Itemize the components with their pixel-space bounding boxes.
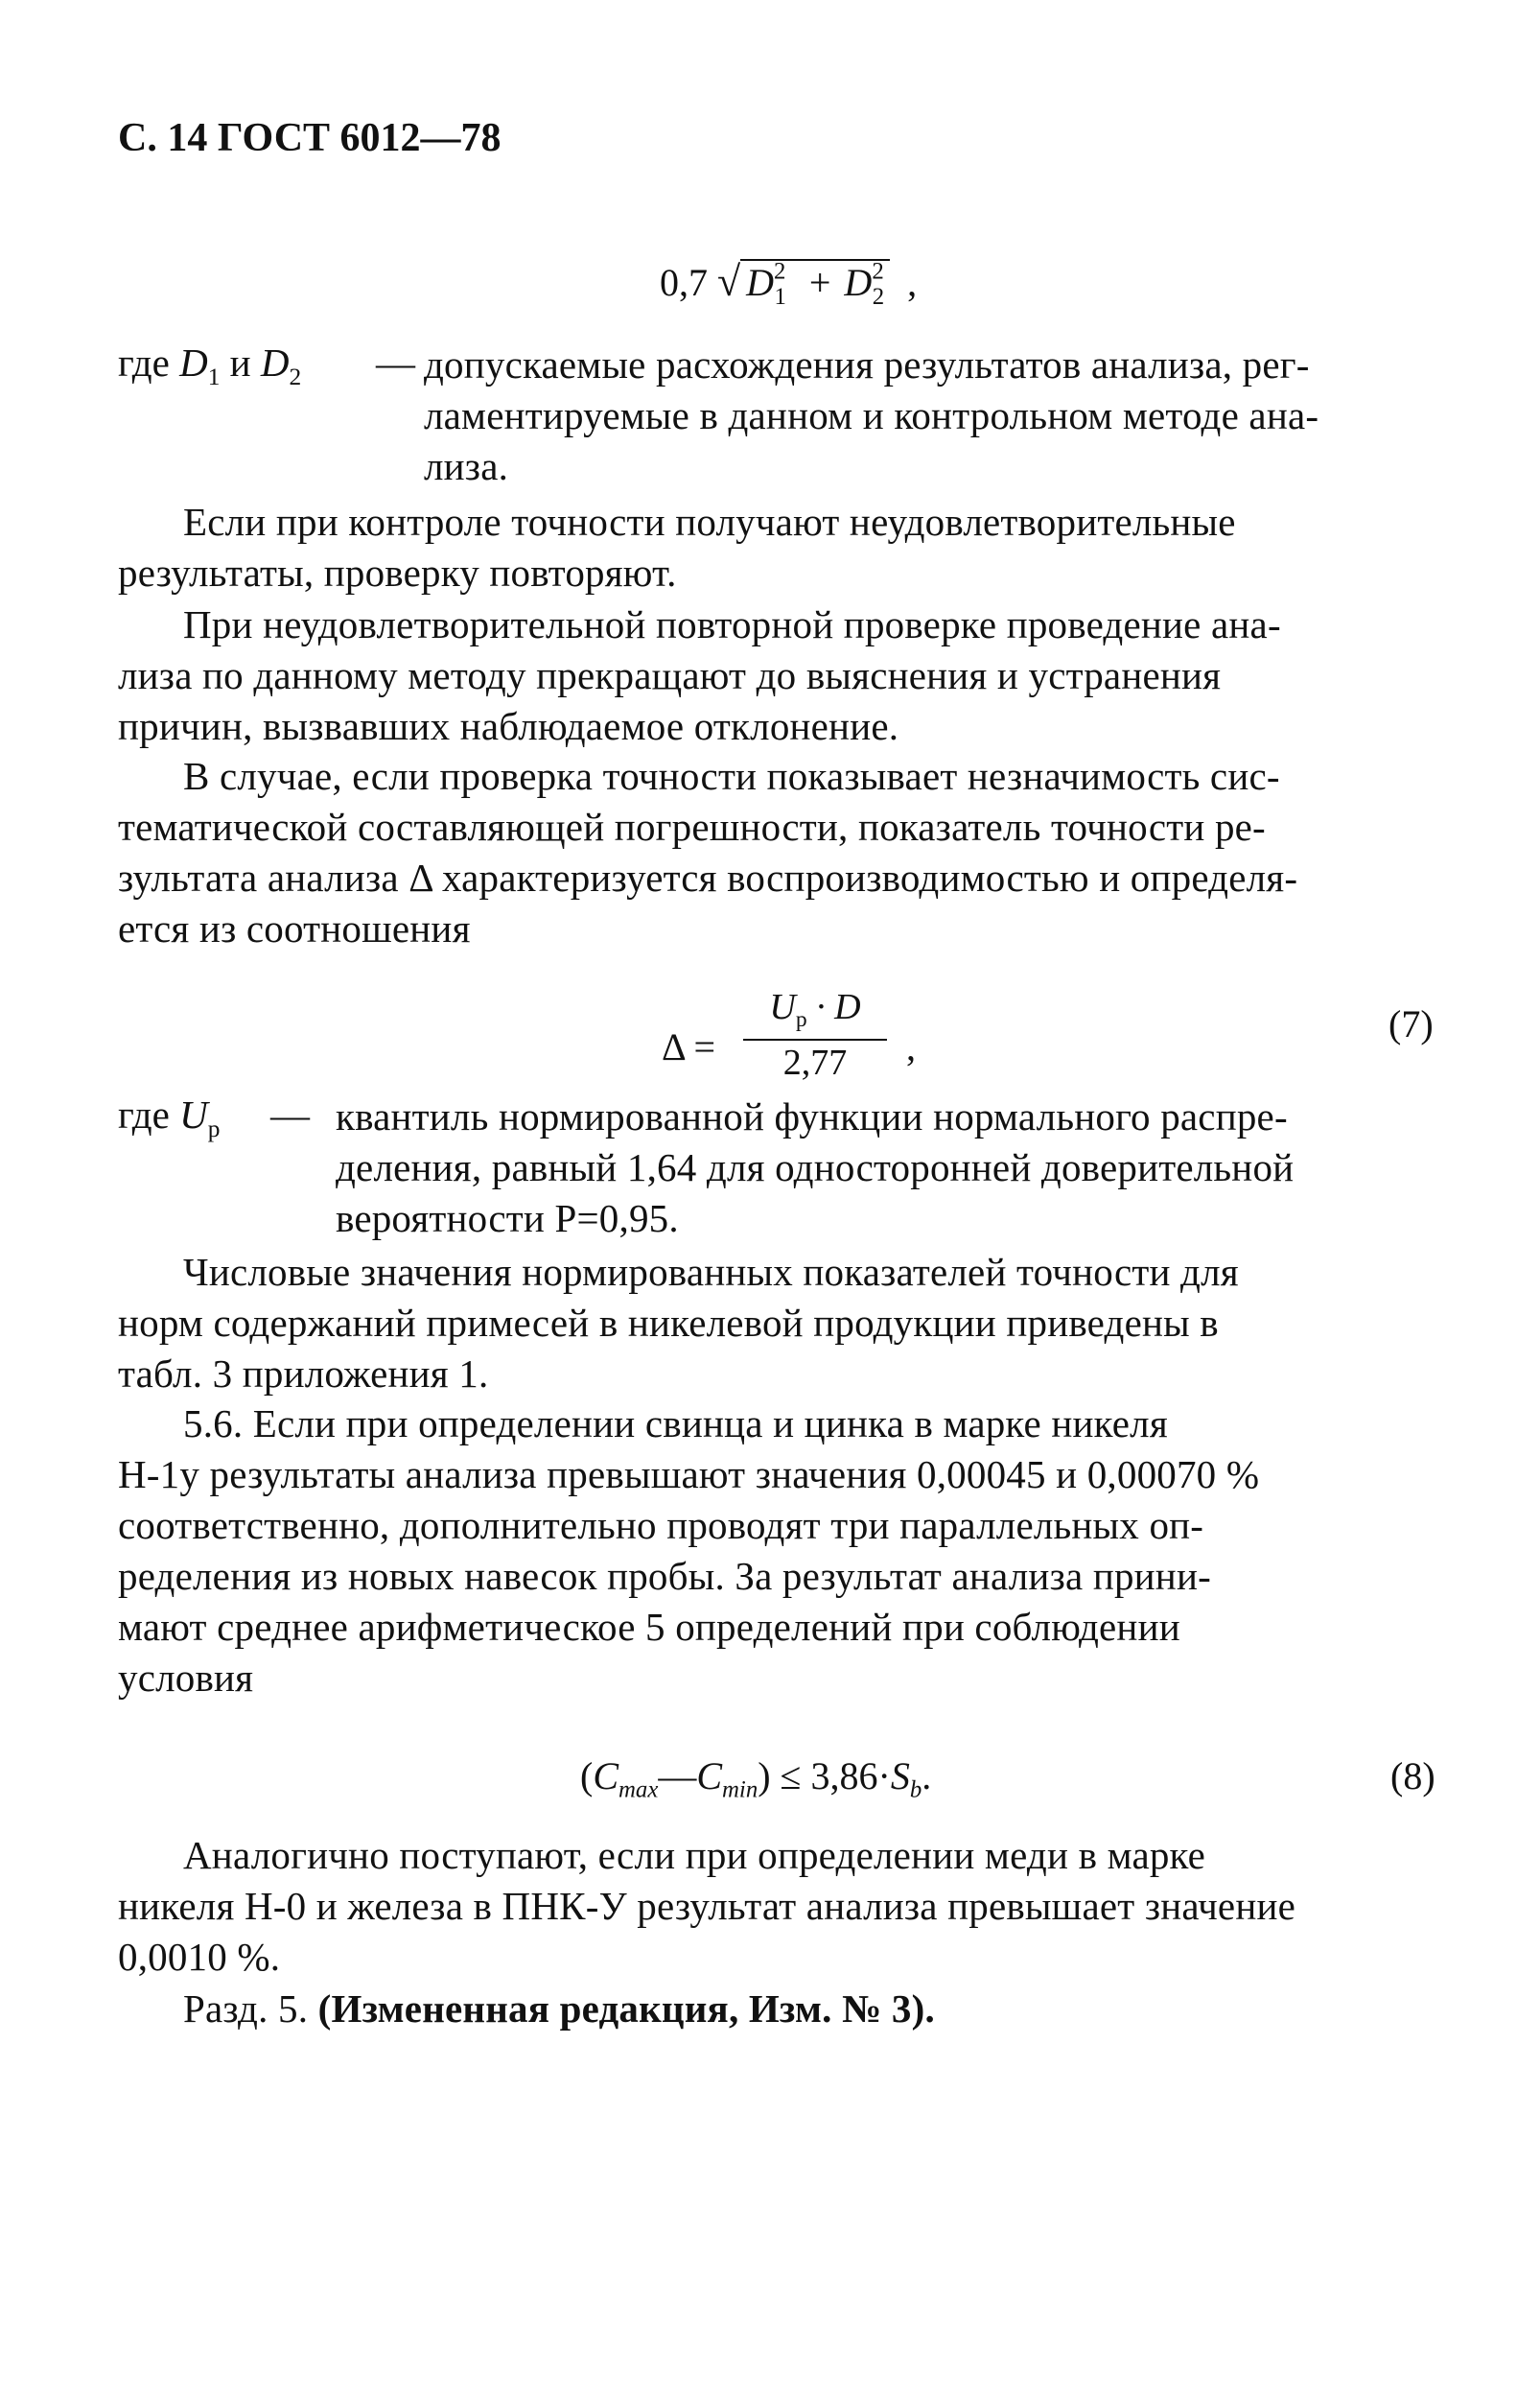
where-d-line: ламентируемые в данном и контрольном методе ана- [424, 393, 1319, 437]
where-d-dash: — [376, 341, 415, 385]
formula-plus: + [808, 261, 831, 304]
text-line: 0,0010 %. [118, 1935, 281, 1979]
text-line: В случае, если проверка точности показывает незначимость сис- [183, 754, 1280, 798]
formula8-rel: ≤ 3,86· [770, 1754, 891, 1797]
formula8-close: ) [758, 1754, 771, 1797]
text-line: соответственно, дополнительно проводят три параллельных оп- [118, 1503, 1204, 1547]
where-u-line: вероятности P=0,95. [336, 1196, 679, 1240]
paragraph-copper-iron [118, 1830, 1441, 1983]
revision-note-prefix: Разд. 5. [183, 1986, 318, 2031]
formula-d1-sup: 2 [774, 258, 786, 285]
text-line: Аналогично поступают, если при определении меди в марке [183, 1833, 1206, 1877]
where-d1: D [179, 341, 208, 385]
text-line: причин, вызвавших наблюдаемое отклонение. [118, 704, 899, 748]
text-line: При неудовлетворительной повторной проверке проведение ана- [183, 602, 1281, 646]
where-u-dash: — [270, 1092, 310, 1137]
text-line: 5.6. Если при определении свинца и цинка в марке никеля [183, 1401, 1168, 1445]
page-header: С. 14 ГОСТ 6012—78 [118, 116, 502, 160]
where-u-line: деления, равный 1,64 для односторонней доверительной [336, 1145, 1295, 1189]
text-line: мают среднее арифметическое 5 определений при соблюдении [118, 1605, 1180, 1649]
formula-d2-sub: 2 [872, 283, 885, 310]
text-line: ется из соотношения [118, 906, 471, 951]
where-u: U [179, 1092, 208, 1137]
formula-coef: 0,7 [660, 261, 708, 304]
formula8-minus: — [658, 1754, 697, 1797]
paragraph-5-6 [118, 1398, 1441, 1703]
text-line: табл. 3 приложения 1. [118, 1351, 489, 1396]
where-d-prefix: где [118, 341, 180, 385]
where-d1-sub: 1 [207, 363, 221, 390]
text-line: Числовые значения нормированных показателей точности для [183, 1250, 1239, 1294]
text-line: никеля Н-0 и железа в ПНК-У результат анализа превышает значение [118, 1884, 1296, 1928]
formula8-cmax-sub: max [618, 1776, 659, 1803]
formula7-fraction-line [743, 1039, 887, 1041]
where-u-sub: p [207, 1115, 221, 1142]
formula-d2: D [844, 261, 873, 304]
formula-sqrt [660, 257, 917, 311]
where-u-label [118, 1092, 220, 1143]
where-d-label [118, 340, 301, 391]
revision-note-bold: (Измененная редакция, Изм. № 3). [317, 1986, 935, 2031]
where-d2-sub: 2 [289, 363, 302, 390]
formula8-cmin-sub: min [722, 1776, 758, 1803]
formula8-cmax: C [593, 1754, 619, 1797]
text-line: тематической составляющей погрешности, показатель точности ре- [118, 805, 1266, 849]
formula-trail: , [907, 261, 918, 304]
text-line: Н-1у результаты анализа превышают значения 0,00045 и 0,00070 % [118, 1452, 1260, 1496]
formula7-lhs: Δ = [662, 1025, 716, 1069]
text-line: норм содержаний примесей в никелевой продукции приведены в [118, 1301, 1219, 1345]
formula8-cmin: C [696, 1754, 723, 1797]
formula8-open: ( [580, 1754, 594, 1797]
formula7-denominator: 2,77 [782, 1043, 848, 1083]
text-line: лиза по данному методу прекращают до выяснения и устранения [118, 653, 1222, 697]
paragraph-control-accuracy [118, 497, 1441, 599]
formula-d1-sub: 1 [774, 283, 786, 310]
text-line: условия [118, 1656, 254, 1700]
formula8-trail: . [922, 1754, 932, 1797]
text-line: результаты, проверку повторяют. [118, 551, 677, 595]
radical-sign: √ [717, 258, 741, 305]
text-line: зультата анализа Δ характеризуется воспроизводимостью и определя- [118, 856, 1298, 900]
paragraph-accuracy-values [118, 1247, 1441, 1399]
formula-d1: D [746, 261, 775, 304]
paragraph-systematic-error [118, 751, 1441, 954]
text-line: Если при контроле точности получают неудовлетворительные [183, 500, 1236, 544]
formula7-trail: , [906, 1025, 916, 1069]
where-and: и [220, 341, 261, 385]
text-line: ределения из новых навесок пробы. За результат анализа прини- [118, 1554, 1211, 1598]
paragraph-repeat-check [118, 599, 1441, 752]
formula8-s: S [890, 1754, 910, 1797]
equation-number-7: (7) [1388, 1002, 1434, 1045]
where-d-definition [424, 340, 1440, 492]
where-u-prefix: где [118, 1092, 180, 1137]
equation-number-8: (8) [1390, 1754, 1435, 1797]
formula7-p: p [795, 1007, 807, 1033]
formula7-d: · D [806, 987, 861, 1027]
formula7-numerator [738, 986, 892, 1033]
where-d2: D [260, 341, 290, 385]
revision-note [183, 1984, 1430, 2034]
where-d-line: лиза. [424, 444, 509, 488]
formula8-s-sub: b [909, 1776, 922, 1803]
formula7-u: U [769, 987, 796, 1027]
where-u-definition [336, 1092, 1438, 1244]
formula8 [580, 1753, 931, 1804]
formula-d2-sup: 2 [872, 258, 884, 285]
where-u-line: квантиль нормированной функции нормального распре- [336, 1094, 1288, 1139]
where-d-line: допускаемые расхождения результатов анализа, рег- [424, 342, 1310, 387]
